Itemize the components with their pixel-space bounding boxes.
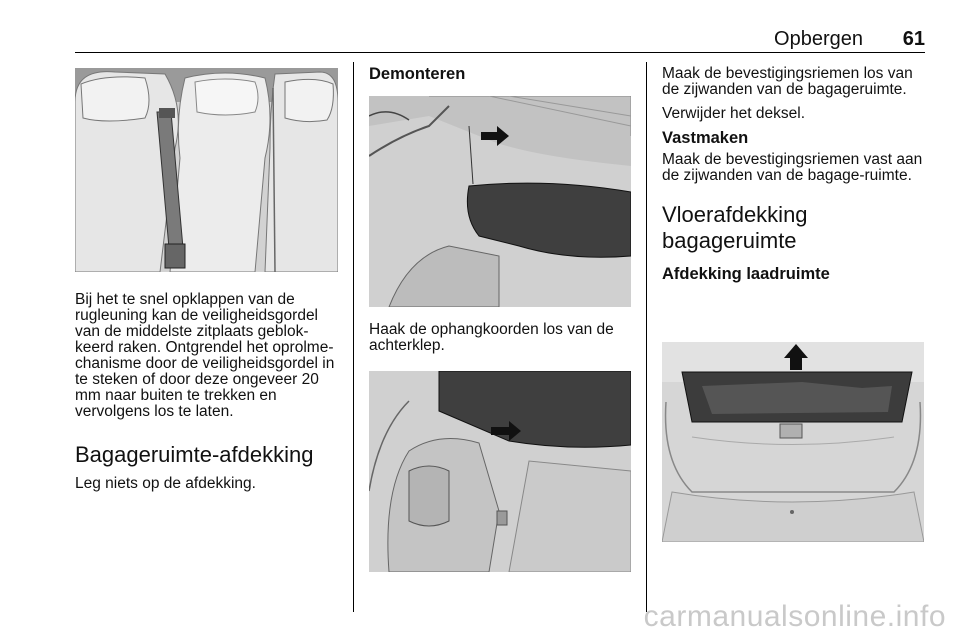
release-straps-paragraph: Maak de bevestigingsriemen los van de zijwanden van de bagageruimte. [662, 65, 913, 98]
page-header [75, 28, 925, 52]
column-divider-2 [646, 62, 647, 612]
header-rule [75, 52, 925, 53]
section-heading-floor-cover: Vloerafdekking bagageruimte [662, 202, 808, 253]
column-3-text [662, 66, 926, 288]
cargo-side-illustration [369, 371, 631, 572]
unhook-cords-caption: Haak de ophangkoorden los van de achterklep. [369, 321, 614, 354]
page-number: 61 [902, 28, 925, 50]
section-heading-cargo-cover: Bagageruimte-afdekking [75, 442, 314, 467]
column-2-caption-block [369, 322, 637, 362]
watermark: carmanualsonline.info [643, 600, 946, 633]
remove-cover-paragraph: Verwijder het deksel. [662, 105, 806, 122]
fasten-straps-paragraph: Maak de bevestigingsriemen vast aan de zijwanden van de bagage-ruimte. [662, 151, 923, 184]
seatbelt-paragraph: Bij het te snel opklappen van de rugleuning kan de veiligheidsgordel van de middelste zitplaats geblok-keerd raken. Ontgrendel het oprolme-chanisme door de veiligheidsgordel in te steken of door deze ongeveer 20 mm naar buiten te trekken en vervolgens los te laten. [75, 291, 335, 420]
cargo-cover-paragraph: Leg niets op de afdekking. [75, 475, 256, 492]
rear-seat-illustration [75, 68, 338, 272]
section-title: Opbergen [774, 28, 863, 50]
load-floor-illustration [662, 342, 924, 542]
column-2-heading-block [369, 66, 637, 88]
subheading-load-cover: Afdekking laadruimte [662, 265, 830, 283]
tailgate-illustration [369, 96, 631, 307]
subheading-fasten: Vastmaken [662, 129, 749, 147]
column-divider-1 [353, 62, 354, 612]
subheading-remove: Demonteren [369, 65, 466, 83]
column-1-text [75, 292, 345, 500]
